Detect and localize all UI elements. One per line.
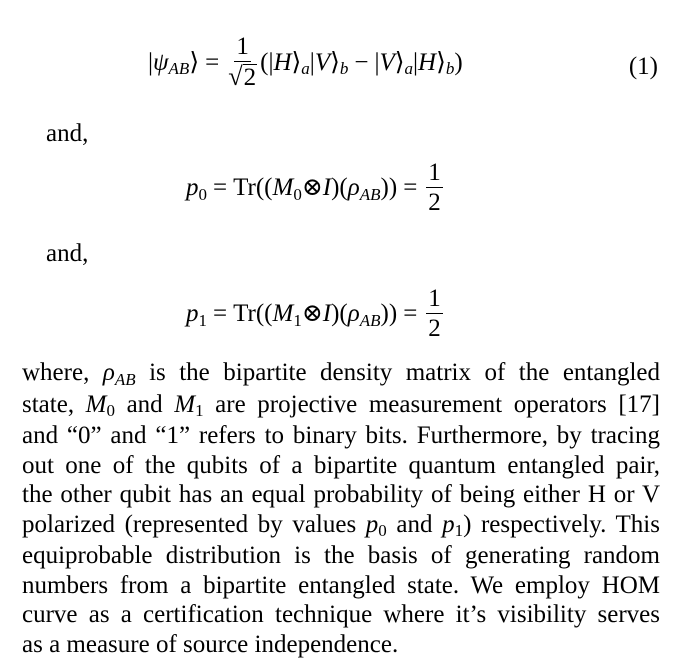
p1-fraction: $\frac{1}{2}$ [428, 285, 441, 342]
equation-p0: p0 = Tr ((M0⊗I)(ρAB)) = $\frac{1}{2}$ [186, 159, 441, 216]
paragraph-line: numbers from a bipartite entangled state. We employ HOM [22, 571, 660, 599]
equation-p1: p1 = Tr ((M1⊗I)(ρAB)) = $\frac{1}{2}$ [186, 285, 441, 342]
conjunction-2: and, [46, 240, 89, 267]
eq1-rhs: (|H⟩a|V⟩b − |V⟩a|H⟩b) [260, 48, 463, 79]
equation-1 [0, 34, 686, 104]
paragraph-line: polarized (represented by values p0 and p1) respectively. This [22, 510, 660, 541]
paragraph-line: the other qubit has an equal probability of being either H or V [22, 481, 660, 508]
conjunction-1: and, [46, 120, 89, 147]
paragraph-line: and “0” and “1” refers to binary bits. Furthermore, by tracing [22, 422, 660, 449]
paragraph-line: as a measure of source independence. [22, 630, 399, 658]
body-paragraph [22, 358, 660, 659]
equation-number: (1) [628, 53, 658, 80]
paragraph-line: equiprobable distribution is the basis of generating random [22, 542, 660, 569]
eq1-lhs: |ψAB⟩ [148, 48, 200, 79]
paragraph-line: where, ρAB is the bipartite density matrix of the entangled [22, 359, 660, 389]
eq1-equals: = [205, 48, 220, 76]
paragraph-line: state, M0 and M1 are projective measurement operators [17] [22, 390, 660, 421]
eq1-fraction: 1 √ 2 [228, 33, 257, 92]
p0-fraction: $\frac{1}{2}$ [428, 159, 441, 216]
paragraph-line: out one of the qubits of a bipartite quantum entangled pair, [22, 451, 660, 479]
paragraph-line: curve as a certification technique where it’s visibility serves [22, 601, 660, 628]
